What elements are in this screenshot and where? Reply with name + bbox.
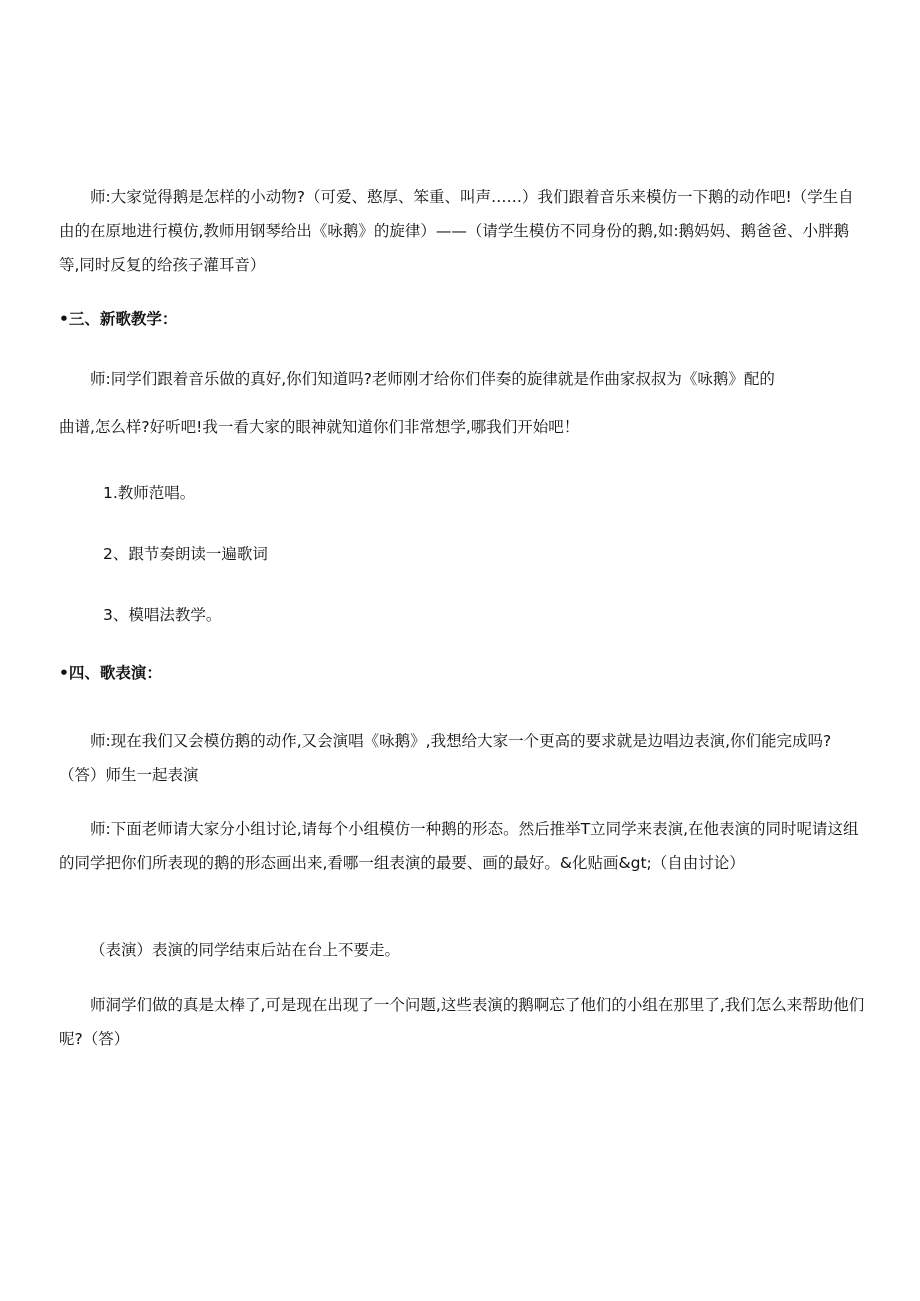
paragraph-group-discussion: 师:下面老师请大家分小组讨论,请每个小组模仿一种鹅的形态。然后推举T立同学来表演,在他表演的同时呢请这组的同学把你们所表现的鹅的形态画出来,看哪一组表演的最要、画的最好。&化贴画&gt;（自由讨论） xyxy=(59,820,859,872)
paragraph-melody-intro-line1: 师:同学们跟着音乐做的真好,你们知道吗?老师刚才给你们伴奏的旋律就是作曲家叔叔为《咏鹅》配的 xyxy=(90,370,775,388)
list-item-teacher-sing: 1.教师范唱。 xyxy=(103,484,196,502)
paragraph-help-groups: 师洞学们做的真是太棒了,可是现在出现了一个问题,这些表演的鹅啊忘了他们的小组在那里了,我们怎么来帮助他们呢?（答） xyxy=(59,996,865,1048)
list-item-imitate-singing: 3、模唱法教学。 xyxy=(103,606,222,624)
paragraph-imitate-goose: 师:大家觉得鹅是怎样的小动物?（可爱、憨厚、笨重、叫声……）我们跟着音乐来模仿一下鹅的动作吧!（学生自由的在原地进行模仿,教师用钢琴给出《咏鹅》的旋律）——（请学生模仿不同身份的鹅,如:鹅妈妈、鹅爸爸、小胖鹅等,同时反复的给孩子灌耳音） xyxy=(59,188,854,274)
paragraph-melody-intro-line2: 曲谱,怎么样?好听吧!我一看大家的眼神就知道你们非常想学,哪我们开始吧！ xyxy=(59,418,580,436)
section-heading-performance: •四、歌表演： xyxy=(59,664,162,682)
list-item-read-lyrics: 2、跟节奏朗读一遍歌词 xyxy=(103,545,268,563)
section-heading-new-song: •三、新歌教学： xyxy=(59,310,178,328)
paragraph-stay-on-stage: （表演）表演的同学结束后站在台上不要走。 xyxy=(90,941,401,959)
paragraph-sing-and-act: 师:现在我们又会模仿鹅的动作,又会演唱《咏鹅》,我想给大家一个更高的要求就是边唱边表演,你们能完成吗?（答）师生一起表演 xyxy=(59,732,832,784)
